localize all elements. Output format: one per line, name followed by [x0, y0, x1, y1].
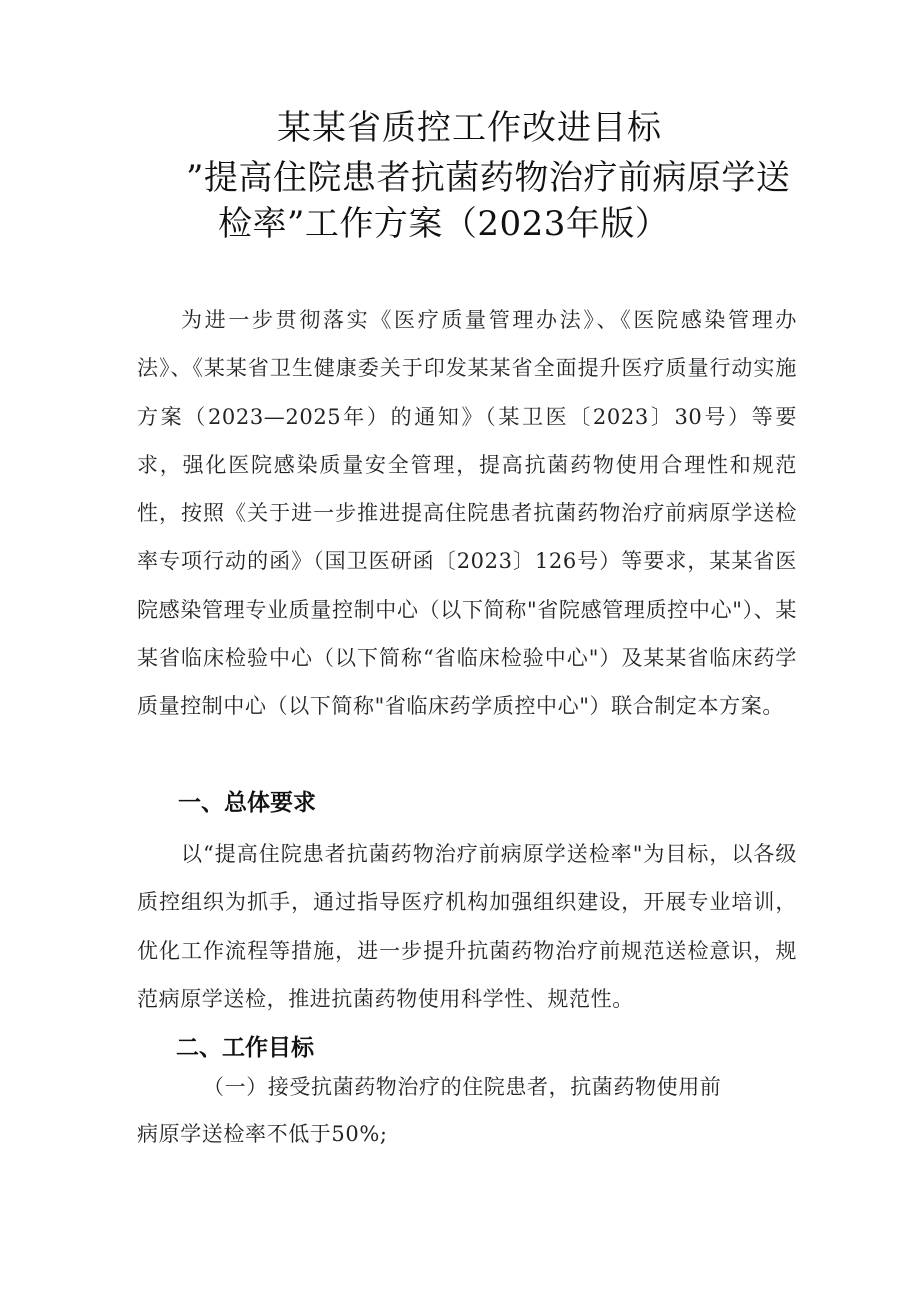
work-goal-item-1-line-2: 病原学送检率不低于50%; [137, 1122, 388, 1146]
document-title-line-3: 检率”工作方案（2023年版） [218, 204, 670, 244]
work-goal-item-1 [137, 1064, 777, 1158]
work-goal-item-1-line-1: （一）接受抗菌药物治疗的住院患者，抗菌药物使用前 [203, 1075, 722, 1099]
section-heading-work-goals: 二、工作目标 [176, 1035, 314, 1061]
document-title-line-2: ”提高住院患者抗菌药物治疗前病原学送 [186, 158, 791, 198]
section-heading-general-requirements: 一、总体要求 [178, 790, 316, 816]
intro-paragraph: 为进一步贯彻落实《医疗质量管理办法》、《医院感染管理办法》、《某某省卫生健康委关于印发某某省全面提升医疗质量行动实施方案（2023—2025年）的通知》（某卫医〔2023〕30号）等要求，强化医院感染质量安全管理，提高抗菌药物使用合理性和规范性，按照《关于进一步推进提高住院患者抗菌药物治疗前病原学送检率专项行动的函》（国卫医研函〔2023〕126号）等要求，某某省医院感染管理专业质量控制中心（以下简称"省院感管理质控中心"）、某某省临床检验中心（以下简称“省临床检验中心"）及某某省临床药学质量控制中心（以下简称"省临床药学质控中心"）联合制定本方案。 [137, 308, 797, 719]
general-requirements-paragraph: 以“提高住院患者抗菌药物治疗前病原学送检率"为目标，以各级质控组织为抓手，通过指导医疗机构加强组织建设，开展专业培训，优化工作流程等措施，进一步提升抗菌药物治疗前规范送检意识，规范病原学送检，推进抗菌药物使用科学性、规范性。 [137, 842, 797, 1011]
document-title-line-1: 某某省质控工作改进目标 [277, 108, 662, 148]
